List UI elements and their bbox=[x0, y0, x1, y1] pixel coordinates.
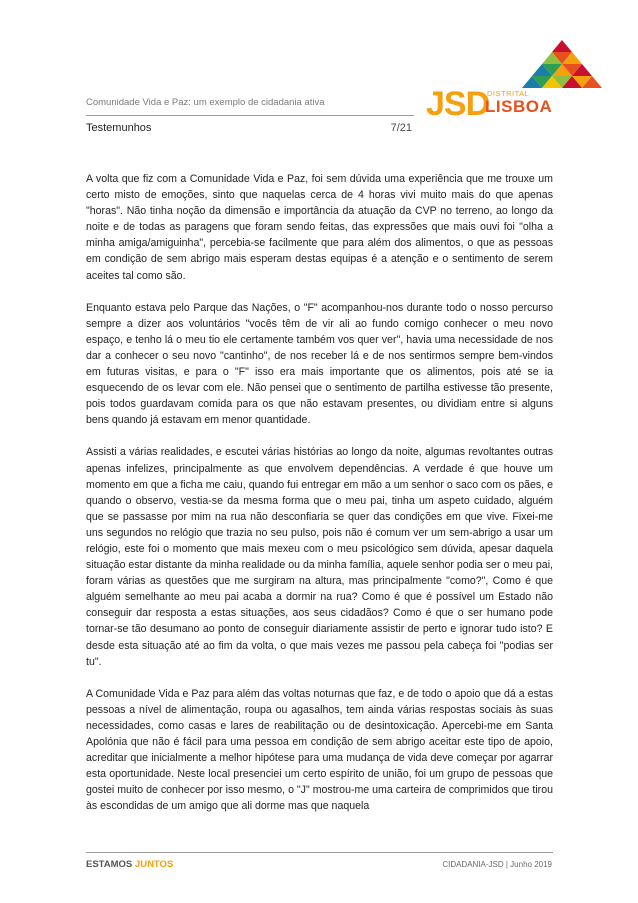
footer-brand bbox=[86, 859, 173, 870]
logo-distrital-text: DISTRITAL bbox=[487, 89, 530, 98]
header-title: Comunidade Vida e Paz: um exemplo de cidadania ativa bbox=[86, 97, 325, 108]
footer-issue: CIDADANIA-JSD | Junho 2019 bbox=[442, 860, 552, 869]
section-label: Testemunhos bbox=[86, 122, 152, 134]
footer-brand-juntos: JUNTOS bbox=[134, 859, 174, 870]
paragraph: A Comunidade Vida e Paz para além das voltas noturnas que faz, e de todo o apoio que dá a estas pessoas a nível de alimentação, roupa ou agasalhos, tem ainda várias respostas sociais às suas necessidades, como casas e lares de reabilitação ou de desintoxicação. Apercebi-me em Santa Apolónia que não é fácil para uma pessoa em condição de sem abrigo aceitar este tipo de apoio, acreditar que inicialmente a melhor hipótese para uma mudança de vida deve começar por agarrar esta oportunidade. Neste local presenciei um certo espírito de união, foi um grupo de pessoas que gostei muito de conhecer por isso mesmo, o "J" mostrou-me uma carteira de comprimidos que tirou às escondidas de um amigo que ali dorme mas que naquela bbox=[86, 687, 553, 813]
paragraph: A volta que fiz com a Comunidade Vida e Paz, foi sem dúvida uma experiência que me trouxe um certo misto de emoções, sinto que naquelas cerca de 4 horas vivi muito mais do que apenas "horas". Não tinha noção da dimensão e importância da atuação da CVP no terreno, ao longo da noite e de todas as paragens que foram sendo feitas, das expressões que mais ouvi foi "olha a minha amiga/amiguinha", percebia-se facilmente que para além dos alimentos, o que as pessoas em condição de sem abrigo mais esperam destas equipas é a atenção e o sentimento de serem aceites tal como são. bbox=[86, 173, 553, 282]
page-number: 7/21 bbox=[390, 122, 412, 134]
footer-brand-estamos: ESTAMOS bbox=[86, 859, 135, 870]
jsd-logo bbox=[426, 38, 616, 124]
header-rule bbox=[86, 115, 414, 116]
paragraph: Enquanto estava pelo Parque das Nações, o "F" acompanhou-nos durante todo o nosso percurso sempre a dizer aos voluntários "vocês têm de vir ali ao fundo comigo conhecer o meu novo espaço, e tenho lá o meu tio ele certamente também vos quer ver", havia uma necessidade de nos dar a conhecer o seu novo "cantinho", de nos receber lá e de nos sentirmos sempre bem-vindos em futuras visitas, e para o "F" isso era mais importante que os alimentos, pois até se ia esquecendo de os levar com ele. Não pensei que o sentimento de partilha estivesse tão presente, pois todos guardavam comida para os que não estavam presentes, ou dividiam entre si alguns bens quando já estavam em menor quantidade. bbox=[86, 301, 553, 427]
paragraph: Assisti a várias realidades, e escutei várias histórias ao longo da noite, algumas revoltantes outras apenas infelizes, principalmente as que envolvem dependências. A verdade é que houve um momento em que a ficha me caiu, quando fui entregar em mão a um senhor o saco com os pães, e quando o observo, vestia-se da mesma forma que o meu pai, tinha um aspeto cuidado, alguém que se passasse por mim na rua não desconfiaria se quer das condições em que vive. Fixei-me uns segundos no relógio que trazia no seu pulso, pois não é comum ver um sem-abrigo a usar um relógio, este foi o momento que mais mexeu com o meu psicológico sem dúvida, apesar daquela situação estar distante da minha realidade ou da minha família, aquele senhor podia ser o meu pai, foram várias as questões que me surgiram na altura, mas principalmente "como?", Como é que alguém semelhante ao meu pai acaba a dormir na rua? Como é que é possível um Estado não conseguir dar resposta a estas situações, aos seus cidadãos? Como é que o ser humano pode tornar-se tão desumano ao ponto de conseguir diariamente assistir de perto e ignorar tudo isto? E desde esta situação até ao fim da volta, o que mais vezes me passou pela cabeça foi "podias ser tu". bbox=[86, 446, 553, 668]
footer-rule bbox=[86, 852, 553, 853]
triangle-mosaic-icon bbox=[520, 38, 604, 100]
logo-jsd-text: JSD bbox=[426, 85, 490, 123]
logo-lisboa-text: LISBOA bbox=[485, 97, 553, 116]
article-body bbox=[86, 171, 553, 830]
